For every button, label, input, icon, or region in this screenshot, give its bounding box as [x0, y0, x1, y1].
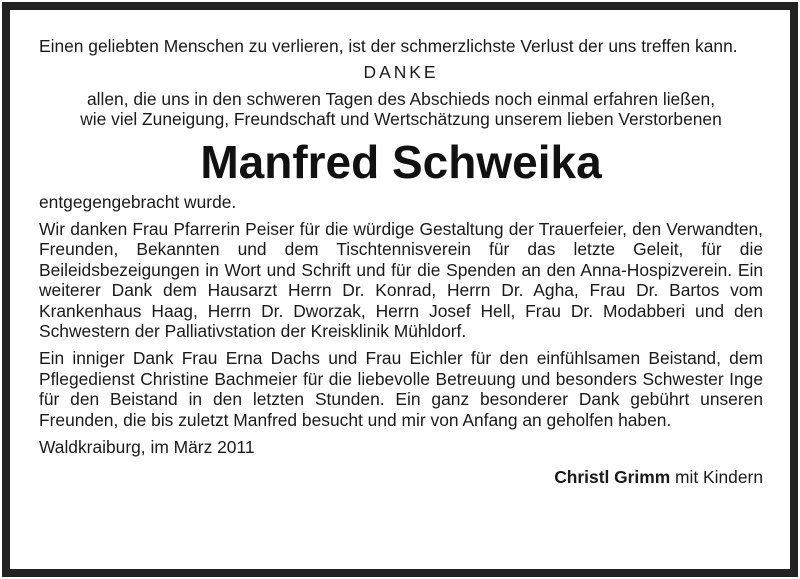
after-name-text: entgegengebracht wurde. [39, 191, 237, 212]
intro-text: Einen geliebten Menschen zu verlieren, ist der schmerzlichste Verlust der uns treffen kann. [39, 36, 738, 56]
thanks-line-2: wie viel Zuneigung, Freundschaft und Wertschätzung unserem lieben Verstorbenen [80, 109, 722, 130]
thanks-paragraph-2: Ein inniger Dank Frau Erna Dachs und Frau Eichler für den einfühlsamen Beistand, dem Pflegedienst Christine Bachmeier für die liebevolle Betreuung und besonders Schwester Inge für den Beistand in den letzten Stunden. Ein ganz besonderer Dank gebührt unseren Freunden, die bis zuletzt Manfred besucht und mir von Anfang an geholfen haben. [39, 348, 763, 430]
place-date: Waldkraiburg, im März 2011 [39, 437, 255, 458]
danke-heading: DANKE [363, 62, 439, 83]
notice-content [39, 36, 763, 487]
notice-frame [2, 2, 798, 577]
signature-name: Christl Grimm [554, 466, 671, 487]
signature-rest: mit Kindern [670, 466, 763, 487]
thanks-line-1: allen, die uns in den schweren Tagen des Abschieds noch einmal erfahren ließen, [86, 88, 716, 109]
signature [39, 467, 763, 487]
thanks-paragraph-1: Wir danken Frau Pfarrerin Peiser für die würdige Gestaltung der Trauerfeier, den Verwandten, Freunden, Bekannten und dem Tischtennisverein für das letzte Geleit, für die Beileidsbezeigungen in Wort und Schrift und für die Spenden an den Anna-Hospizverein. Ein weiterer Dank dem Hausarzt Herrn Dr. Konrad, Herrn Dr. Agha, Frau Dr. Bartos vom Krankenhaus Haag, Herrn Dr. Dworzak, Herrn Josef Hell, Frau Dr. Modabberi und den Schwestern der Palliativstation der Kreisklinik Mühldorf. [39, 219, 763, 342]
deceased-name: Manfred Schweika [200, 135, 602, 188]
